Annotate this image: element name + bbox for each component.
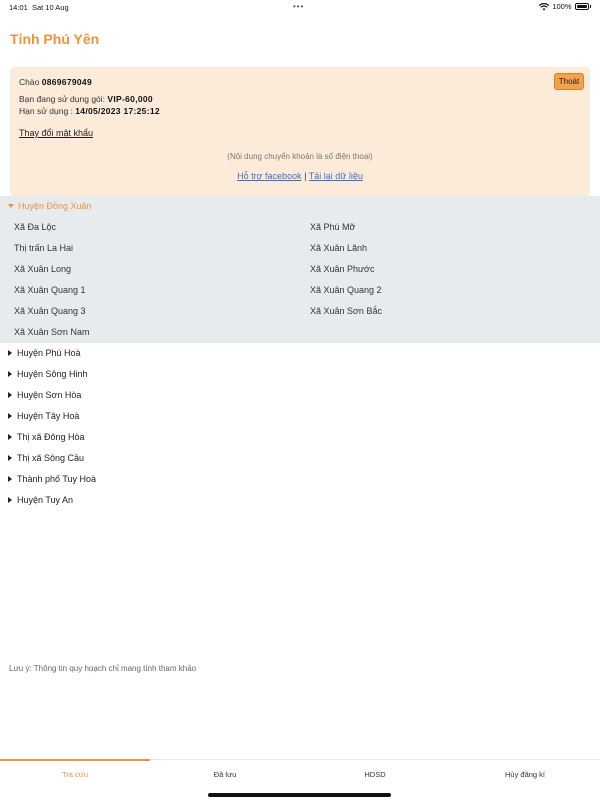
caret-right-icon <box>8 455 12 461</box>
active-tab-indicator <box>0 759 150 761</box>
tab-guide[interactable]: HDSD <box>364 770 386 779</box>
tab-saved[interactable]: Đã lưu <box>213 770 237 779</box>
package-line: Bạn đang sử dụng gói: VIP-60,000 <box>19 94 153 104</box>
wifi-icon <box>539 3 549 11</box>
district-header[interactable]: Huyện Đồng Xuân <box>8 201 92 211</box>
district-item[interactable]: Huyện Tuy An <box>8 495 73 505</box>
caret-down-icon <box>8 204 14 208</box>
district-item[interactable]: Thành phố Tuy Hoà <box>8 474 96 484</box>
caret-right-icon <box>8 413 12 419</box>
home-indicator[interactable] <box>208 793 391 797</box>
caret-right-icon <box>8 371 12 377</box>
tab-lookup[interactable]: Tra cứu <box>62 770 88 779</box>
greeting-line: Chào 0869679049 <box>19 77 92 87</box>
phone-number: 0869679049 <box>41 77 92 87</box>
district-item[interactable]: Huyện Tây Hoà <box>8 411 79 421</box>
page-title: Tỉnh Phú Yên <box>10 31 100 47</box>
commune-item[interactable]: Xã Xuân Phước <box>310 264 375 274</box>
multitask-dots-icon[interactable]: ••• <box>293 2 305 11</box>
support-links: Hỗ trợ facebook | Tải lại dữ liệu <box>237 171 363 181</box>
transfer-note: (Nội dung chuyển khoản là số điện thoại) <box>227 152 373 161</box>
commune-item[interactable]: Xã Xuân Sơn Bắc <box>310 306 382 316</box>
status-time: 14:01 Sat 10 Aug <box>9 3 69 12</box>
status-right <box>539 2 591 11</box>
district-item[interactable]: Huyện Sông Hinh <box>8 369 88 379</box>
commune-item[interactable]: Xã Xuân Quang 1 <box>14 285 86 295</box>
district-item[interactable]: Thị xã Đông Hòa <box>8 432 85 442</box>
commune-item[interactable]: Xã Xuân Sơn Nam <box>14 327 90 337</box>
district-item[interactable]: Thị xã Sông Cầu <box>8 453 84 463</box>
disclaimer-note: Lưu ý: Thông tin quy hoạch chỉ mang tính tham khảo <box>9 664 197 673</box>
district-item[interactable]: Huyện Phú Hoà <box>8 348 81 358</box>
account-panel <box>10 67 590 196</box>
status-bar <box>0 0 600 14</box>
caret-right-icon <box>8 476 12 482</box>
commune-item[interactable]: Xã Xuân Long <box>14 264 72 274</box>
caret-right-icon <box>8 434 12 440</box>
caret-right-icon <box>8 392 12 398</box>
commune-item[interactable]: Xã Xuân Lãnh <box>310 243 368 253</box>
package-value: VIP-60,000 <box>107 94 153 104</box>
caret-right-icon <box>8 350 12 356</box>
district-item[interactable]: Huyện Sơn Hòa <box>8 390 81 400</box>
commune-item[interactable]: Xã Xuân Quang 3 <box>14 306 86 316</box>
commune-item[interactable]: Xã Xuân Quang 2 <box>310 285 382 295</box>
reload-data-link[interactable]: Tải lại dữ liệu <box>308 171 363 181</box>
expiry-value: 14/05/2023 17:25:12 <box>75 106 160 116</box>
battery-percent: 100% <box>552 2 572 11</box>
battery-icon <box>575 3 589 10</box>
commune-item[interactable]: Xã Đa Lộc <box>14 222 57 232</box>
commune-item[interactable]: Xã Phú Mỡ <box>310 222 356 232</box>
commune-item[interactable]: Thị trấn La Hai <box>14 243 74 253</box>
caret-right-icon <box>8 497 12 503</box>
facebook-support-link[interactable]: Hỗ trợ facebook <box>237 171 302 181</box>
district-expanded <box>0 196 600 343</box>
change-password-link[interactable]: Thay đổi mật khẩu <box>19 128 94 138</box>
logout-button[interactable]: Thoát <box>554 73 584 90</box>
tab-unsubscribe[interactable]: Hủy đăng kí <box>504 770 546 779</box>
expiry-line: Hạn sử dụng : 14/05/2023 17:25:12 <box>19 106 160 116</box>
